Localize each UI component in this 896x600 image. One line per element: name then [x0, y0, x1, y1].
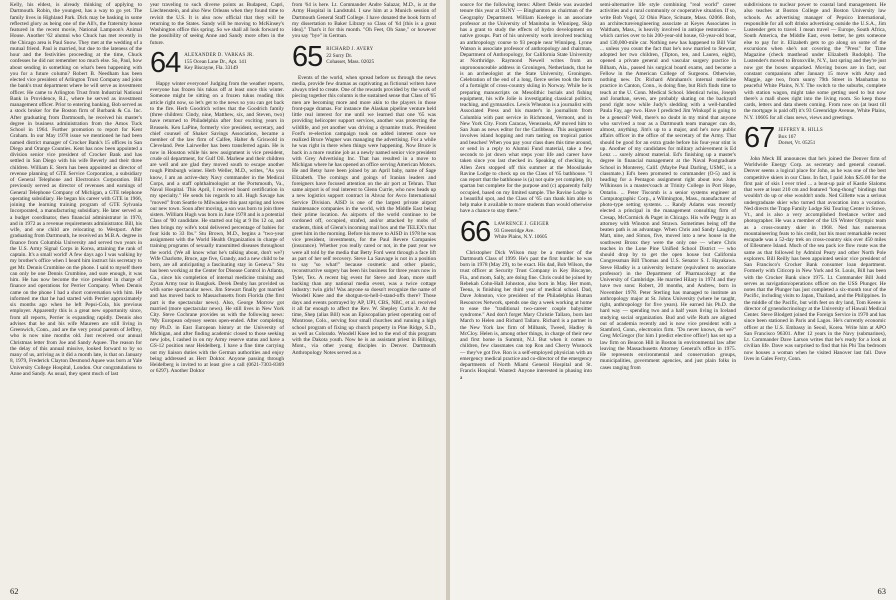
class-year: 64: [150, 46, 181, 79]
class-secretary-address: [326, 44, 374, 66]
column-text: Christopher Dick Wilson may be a member of the Dartmouth Class of 1999. He's past the first hurdle: he was born in 1978 (May 29), to be exact. His dad, Bob Wilson, the trust officer at Security Trust Company in Key Biscayne, Fla., and mom, Sally, are doing fine. Chris could be joined by Rebekah Cohn-Hall Johnston, also born in May. Her mom, Teena, is finishing her third year of medical school. Dad, Dave Johnston, vice president of the Philadelphia Human Resources Network, spends one day a week working at home to ease the "traditional two-career couple babysitter syndrome." And don't forget Mary Christie Tallaro, born last March to Helen and Richard Tallaro. Richard is a partner in the New York law firm of Milbank, Tweed, Hadley & McCloy. Helen is, among other things, in charge of their new and first home in Summit, N.J. But when it comes to children, few classmates can top Ron and Cherry Wusnock — they've got five. Ron is a self-employed physician with an emergency medical practice and co-director of the emergency departments of North Miami General Hospital and St. Francis Hospital. Wanted: Anyone interested in phasing into a: [460, 249, 592, 381]
column-3: [744, 2, 886, 580]
right-page: [450, 0, 896, 600]
secretary-name: LAWRENCE J. GEIGER: [494, 221, 549, 227]
page-number: 62: [10, 586, 19, 596]
class-year: 66: [460, 215, 491, 248]
column-text: semi-alternative life style combining "real world" career activities and a rural community or cooperative situation. If so, write Bob Vogel, 32 Ohio Place, Scituate, Mass. 02066. Bob, an architecture/engineering associate at Keyes Associates in Waltham, Mass., is heavily involved in antique restoration — which carries over to his 200-year-old house, 63-year-old boat, and 130,000-mile car. Nothing new has happened to Bill Viar ... unless you count the fact that he's now married to Stewart, adopted her two children, (Tipton, ten, and Lauren, eight), opened a private general and vascular surgery practice in Bilham, Ala., passed his surgical board exams, and become a Fellow in the American College of Surgeons. Otherwise, nothing new. Dr. Richard Abrahams's internal medicine practice in Canton, Conn., is doing fine, but Rich finds time to teach at the U. Conn. Medical School. Identical twins, Joseph and Jonathan, seven, are probably skating on the backyard pond right now while Judy's sledding with a well-handled Paula Fay, age two. Have I predicted Jim Winkopf is going to be a general? Well, there's no doubt in my mind that anyone who survived a tour as a Dartmouth team manager can do, almost, anything. Jim's up to a major, and he's now public affairs officer in the office of the secretary of the Army. That should be good for an extra grade before his four-year stint is up. Another of my candidates for military achievement is Ed Lenz ... surely almost material. Ed's finishing up a master's degree in financial management at the Naval Postgraduate School in Monterey, Calif. (Maybe Paul Darling, USMC, is a classmate.) Ed's been promoted to commander (O-5) and is heading for a Pentagon assignment right about now. John Wilkinson is a master/coach at Trinity College in Port Hope, Ontario. ... Peter Tiscomb is a senior systems engineer at Computographic Corp., a Wilmington, Mass., manufacturer of photo-type setting systems. ... Randy Adams was recently elected a principal in the management consulting firm of Cresap, McCormick & Paget in Chicago. His wife Peggy is an attorney with Winston and Strawn. Sometimes being off the beaten path is an advantage. When Chris and Sandy Laughry, Matt, nine, and Simon, five, moved into a new house in the southwest Bronx they were the only one — where Chris teaches in the Lone Pine Unified School District — who should drop by to get the open house but California Congressman Bill Thomas and U.S. Senator S. I. Hayakawa. Steve Hladky is a university lecturer (equivalent to associate professor) in the Department of Pharmacology at the University of Cambridge. He married Hilary in 1974 and they have two sons: Robert, 20 months, and Andrew, born in November 1978. Peter Sterling has managed to institute an anthropology major at St. Johns University (where he taught, right, anthropology for five years). He earned his Ph.D. the hard way — spending two and a half years living in Iceland studying social organization. Bud and wife Ruth are aligned out of academia recently and is now vice president with a Stamford, Conn., electronics firm. "Do never knows, do we?" Greg McGregor (for him I predict elective office!) has set up a law firm on Beacon Hill in Boston in environmental law after leaving the Massachusetts Attorney General's office in 1975. He represents environmental and conservation groups, municipalities, government agencies, and just plain folks in cases ranging from: [600, 2, 736, 371]
column-text: John Meck III announces that he's joined the Denver firm of Worldwide Energy Corp. as secretary and general counsel. Denver seems a logical place for John, as he was one of the best competitive skiers in our Class. In fact, I paid John $25.00 for the first pair of skis I ever tried ... a beat-up pair of Kastle Slaloms that were at least 210 cm and featured "long-thong" bindings that wouldn't do up or else wouldn't undo. Ned Gillette was a serious undergraduate skier who turned that avocation into a vocation. Ned directs the Trapp Family Lodge Ski Touring Center in Stowe, Vt., and is also a very accomplished freelance writer and photographer. He was a member of the US Winter Olympic team as a cross-country skier in 1968. Ned has numerous mountaineering feats to his credit, but his most remarkable recent escapade was a 52-day trek on cross-country skis over 450 miles of Ellesmere Island. Much of the sea pack ice flow route was the same as that followed by Admiral Peary and other North Pole explorers. Bill Reilly has been appointed senior vice president of San Francisco's Crocker Bank consumer loan department. Formerly with Citicorp in New York and St. Louis, Bill has been with the Crocker Bank since 1975. Lt. Commander Bill Judd serves as navigation/operations officer on the USS Plunger. He notes that the Plunger has just completed a six-month tour of the Pacific, including visits to Japan, Thailand, and the Philippines. In the middle of the Pacific, but with feet on dry land, Tom Keene is director of gynendocrinology at the University of Hawaii Medical Center. Steve Blodgett joined the Foreign Service in 1970 and has since been stationed in Paris and Lagos. He's currently economic officer at the U.S. Embassy in Seoul, Korea. Write him at APO San Francisco 96301. After 12 years in the Navy (submarines), Lt. Commander Dave Larson writes that he's ready for a look at civilian life. Dave was surprised to find that his Phi Tau bedroom now houses a woman when he visited Hanover last fall. Dave lives in Gales Ferry, Conn.: [744, 155, 886, 362]
city: Dorset, Vt. 05251: [778, 140, 816, 147]
secretary-name: ALEXANDER D. VARKAS JR.: [184, 52, 255, 58]
street: 93 Greenridge Ave.: [494, 227, 535, 234]
class-heading-67: [744, 121, 886, 154]
secretary-name: JEFFREY R. HILLS: [778, 127, 824, 133]
class-year: 67: [744, 121, 775, 154]
class-secretary-address: [778, 125, 823, 147]
class-heading-65: [292, 40, 436, 73]
street: 22 Surry Dr.: [326, 52, 353, 59]
city: White Plains, N.Y. 10605: [494, 234, 548, 241]
page-number: 63: [877, 586, 886, 596]
column-text: Kelly, his eldest, is already thinking of applying to Dartmouth. Robin, the youngest, has a way to go yet. The family lives in Highland Park. Dick may be basking in some reflected glory as being one of the All's, the fraternity house featured in the recent movie, National Lampoon's Animal House. Another '62 alumni who Chuck has met recently in the Chicago area is Paul Snow. They met at the wedding of a mutual friend. Paul is married, but due to the lateness of the hour and the festivities proceeding at the time, Chuck confesses he did not remember too much else. So, Paul, how about sending in something on what's been happening with you for a future column? Robert B. Needham has been elected vice president of Arlington Trust Company and joins the bank's trust department where he will serve as investment officer. He came to Arlington Trust from Industrial National Bank in Providence, R.I., where he served as investment management officer. Prior to entering banking, Bob served as a stock broker for the Boston firm of Burbank & Co. Inc. After graduating from Dartmouth, he received his master's degree in business administration from the Amos Tuck School in 1964. Further promotion to report for Kent Graham. In our May 1978 issue we mentioned he had been named district manager of Crocker Bank's 15 offices in San Diego and Orange Counties. Kent has now been appointed a division senior vice president of Crocker Bank and has settled in San Diego with his wife Beverly and their three children. William E. Stern has been appointed as director of revenue planning of GTE Service Corporation, a subsidiary of General Telephone and Electronics Corporation. Bill previously served as director of revenues and earnings of General Telephone Company of Michigan, a GTE telephone operating subsidiary. He began his career with GTE in 1966, joining the learning training program of GTE Sylvania Incorporated, a manufacturing subsidiary. He later served as a budget coordinator, then financial administrator in 1970, and in 1972 as a revenue requirements administrator. Bill, his wife, and one child are relocating to Westport. After graduating from Dartmouth, he received an M.B.A. degree in finance from Columbia University and served two years in the U.S. Army Signal Corps in Korea, attaining the rank of captain. It's a small world! A few days ago I was walking by my brother's office when I heard him instruct his secretary to get Mr. Dennis Crumbine on the phone. I said to myself there can only be one Dennis Crumbine, and sure enough, it was him. He has now become the vice president in charge of finance and operations for Perrier Company. When Dennis came on the phone I had a short conversation with him. He informed me that he had started with Perrier approximately six months ago when he left Pepsi-Cola, his previous employer. Apparently this is a great new opportunity since, from all reports, Perrier is expanding rapidly. Dennis also advises that he and his wife Maureen are still living in Greenwich, Conn., and are the very proud parents of Jeffrey, who is now nine months old. Just received our annual Christmas letter from Joe and Sandy Aquee. The reason for the delay of this annual missive, looked forward to by so many of us, arriving as it did a month late, is that on January 8, 1979, Frederick Clayton Desmond Aquee was born at Yale University College Hospital, London. Our congratulations to Anne and Sandy. As usual, they spent much of last: [10, 2, 142, 377]
column-text: source for the following items: Albert Dekle was awarded tenure this year at SUNY — Binghamton as chairman of the Geography Department. William Koelege is an associate professor at the University of Manitoba in Winnipeg. Skip has a grant to study the effects of hydro development on native groups. Part of his university work involved teaching an anthropology course to 93 people near Winnipeg. Lynne Watson is associate professor of anthropology and chairman, Department of Anthropology, for California State University at Northridge. Raymond Newell writes from an unpronounceable address in Groningen, Netherlands, that he is an archeologist at the State University, Groningen. Celebration of the end of a long, fierce series took the form of a fortnight of cross-country skiing in Norway. While he is preparing manuscripts on Mesolithic burials and fishing equipment, his wife Jolie is investigating classical politics, teaching, and gymnastics. Lewis Wheaton is a journalist with Associated Press and his master's in journalism from Columbia with past service in Richmond, Vermont, and in New York City. From Caracas, Venezuela, AP moved him to San Juan as news editor for the Caribbean. This assignment involves island hopping and rum tasting on tropical patios and beaches! When you pay your class dues this time around, or send in a reply to Alumni Fund material, take a few seconds to jot down what steps your life and career have taken since you last checked in. Speaking of checking in, Allen Zern stopped off this summer at the Moosilauke Ravine Lodge to check up on the Class of '65 bathhouse. "I can report that the bathhouse is (a) not quite yet complete, (b) spartan but complete for the purpose and (c) apparently fully occupied, based on my limited sample. The Ravine Lodge is a beautiful spot, and the Class of '65 can thank him able to help make it available to more students than would otherwise have a chance to stay there.": [460, 2, 592, 215]
class-heading-64: [150, 46, 284, 79]
street: Box 167: [778, 134, 796, 141]
class-heading-66: [460, 215, 592, 248]
column-text: year traveling to such diverse points as Budapest, Capri, Liechtenstein, and also New Orleans when they found time to revisit the U.S. It is also now official that they will be returning to the States. Sandy will be moving to McKinsey's Washington office this spring. So we shall all look forward to the possibility of seeing Anne and Sandy more often in the future.: [150, 2, 284, 46]
secretary-name: RICHARD J. AVERY: [326, 46, 374, 52]
class-secretary-address: [184, 50, 254, 72]
column-1: [10, 2, 142, 580]
column-1: [460, 2, 592, 580]
column-text: Events of the world, when spread before us through the news media, provide few dramas as captivating as fictional writers have always tried to create. One of the rewards provided by the work of piecing together this column is the sustained sense that Class of '65 men are becoming more and more akin to the players in those front-page dramas. For instance the Alaskan pipeline venture held little real interest for me until we learned that one '65 was providing helicopter support services, another was protecting the wildlife, and yet another was driving a dynamite truck. President Ford's re-election campaign took on added interest once we realized Bruce Wagner was managing the advertising. For a while he was right in there when things were happening. Now Bruce is back in a more routine job as a newly named senior vice president with Grey Advertising Inc. That has resulted in a move to Michigan where he has opened an office serving American Motors. He and Betsy have been joined by an April baby, name of Sage Elizabeth. The comings and goings of Iranian leaders and foreigners have focused attention on the air port at Tehran. That same airport is of real interest to Glenn Currie, who now heads up a new logistics support contract in Ahvaz for Avco International Service Division. AISD is one of the largest private airport maintenance companies in the world, with the Middle East being their prime location. As airports of the world continue to be cordoned off, occupied, strafed, and/or attacked by mobs of students, think of Glenn's incoming mail box and the TELEX's that greet him in the morning. Before his move to AISD in 1978 he was vice president, investments, for the Paul Revere Companies (insurance). Whether you really cared or not, in the past year we were all told by the media that Betty Ford went through a face lift as part of her self recovery. Steve La Sauvage is not in a position to say "so what!" because cosmetic and other plastic, reconstructive surgery has been his business for three years now in Tyler, Tex. A recent big event for Steve and Joan, more staff backing than any national media event, was a twice cottage industry: twin girls! Was anyone so doesn't recognize the name of Woodell Knee and the shotgun-to-hell-I-stand-offs there? Those days and events portrayed by AP, UPI, CBS, NBC, et al. received it all far enough to affect the Rev. W. Shepley Curtis Jr. At the time, Shep (alias Bill) was an Episcopalian priest operating out of Montrose, Colo., serving four small churches and running a high school program of fixing up church property in Pine Ridge, S.D., as well as Colorado. Woodell Knee led to the end of this program with the Dakota youth. Now he is an assistant priest in Billings, Mont., via other young disciples in Denver. Dartmouth Anthropology Notes served as a: [292, 74, 436, 356]
column-text: subdivisions to nuclear power to coastal land management. He also teaches at Boston College and Boston University law schools. As advertising manager of Pepsico International, responsible for all soft drinks advertising outside the U.S.A., Jim Lustender gets to travel. I mean travel — Europe, South Africa, South America, the Middle East, even better, he gets someone else to pay for it. Elizabeth gets to go along on some of the excursions when she's not covering the "Press" for Time Magazine (check masthead under Elizabeth Rudolph). The Lustender's moved to Bronxville, N.Y., last spring and they're just now got the boxes unpacked. Moving boxes are in fact, our constant companions after January 15 move with Amy and Maggie, age two, from sunny 79th Street in Manhattan to peaceful White Plains, N.Y. The switch to the suburbs, complete with station wagon, might take some getting used to but now there's a mall shoes right into the living room. So keep those cards, letters and data sheets coming. From now on (at least till the mortgage is paid off) it's 93 Greenridge Avenue, White Plains, N.Y. 10605 for all class news, views and greetings.: [744, 2, 886, 121]
column-2: [150, 2, 284, 580]
column-text: from '64 is here. Lt. Commander Andre Salazar, M.D., is at the Army Hospital in Landstuhl. I saw him at a Munich session of Dartmouth General Staff College. I have donated the book form of my dissertation to Baker Library so Class of '64 [this is a great idea]." That's it for this month. "Oh Feet, Oh Sane," or however you say "bye" in German.: [292, 2, 436, 40]
column-2: [600, 2, 736, 580]
class-secretary-address: [494, 219, 549, 241]
street: 155 Ocean Lane Dr., Apt. 141: [184, 59, 247, 66]
left-page: [0, 0, 446, 600]
column-3: [292, 2, 436, 580]
column-text: Happy winter everyone! Judging from the weather reports, everyone has frozen his tukus off at least once this winter. Someone might be sitting on a frozen tukus reading this article right now, so let's get to the news so you can get back to the fire. Herb Goodrich writes that the Goodrich family (three children: Cindy, nine, Matthew, six, and Steven, two) have returned to Philadelphia after four exciting years in Brussels. Ken LaPine, formerly vice president, secretary, and chief counsel of Shaker Savings Association, became a member of the law firm of Calfee, Halter & Griswold in Cleveland. Pete Lairweller has been transferred again. He is now in Houston while his new assignment is vice president, crude oil department, for Gulf Oil. Marlene and their children are well and are glad they moved south to escape another rough Pittsburgh winter. Herb Weller, M.D., writes, "As you know, I am an active-duty Navy commander in the Medical Corps, and a staff ophthalmologist at the Portsmouth, Va., Naval Hospital. This April, I received board certification in my specialty." He sends his regards to all. Hugh Savage has "moved" from Seattle to Milwaukee this past spring and loves our new town. Soon after moving, a son was born to join three sisters. William Hugh was born in June 1978 and is a potential Class of '00 candidate. He started out big at 9 lbs 12 oz, and then brings my wife's total delivered percentage of babies for four kids to 33 lbs." Stu Brown, M.D., begins a "two-year assignment with the World Health Organization in charge of training programs of sexually transmitted diseases throughout the world. (We all know what he's talking about, don't we?) Wife Charlotte, Bruce, age five, Grandy, and a new child to be born, are all anticipating a fascinating stay in Geneva." Stu has been working at the Center for Disease Control in Atlanta, Ga., since his completion of internal medicine training and Zycan Army tour in Bangkok. Derek Denby has provided us with some spectacular news. Jim Stewart finally got married and has moved back to Massachusetts from Florida (the first part is the spectacular news). Also, George Morrow got married (more spectacular news). He still lives in New York City. Steve Cochrane provides us with the following news: "My European odyssey seems open-ended. After completing my Ph.D. in East European history at the University of Michigan, and after finding academic closed to those seeking new jobs, I cashed in on my Army reserve status and have a GS-12 position near Heidelberg. I have a fine time carrying out my liaison duties with the German authorities and enjoy being addressed as Herr Doktor. Anyone passing through Heidelberg is invited to at least give a call (0621-7303-8369 or 6297). Another Doktor: [150, 80, 284, 375]
class-year: 65: [292, 40, 323, 73]
city: Key Biscayne, Fla. 33149: [184, 65, 239, 72]
city: Cohasset, Mass. 02025: [326, 59, 375, 66]
